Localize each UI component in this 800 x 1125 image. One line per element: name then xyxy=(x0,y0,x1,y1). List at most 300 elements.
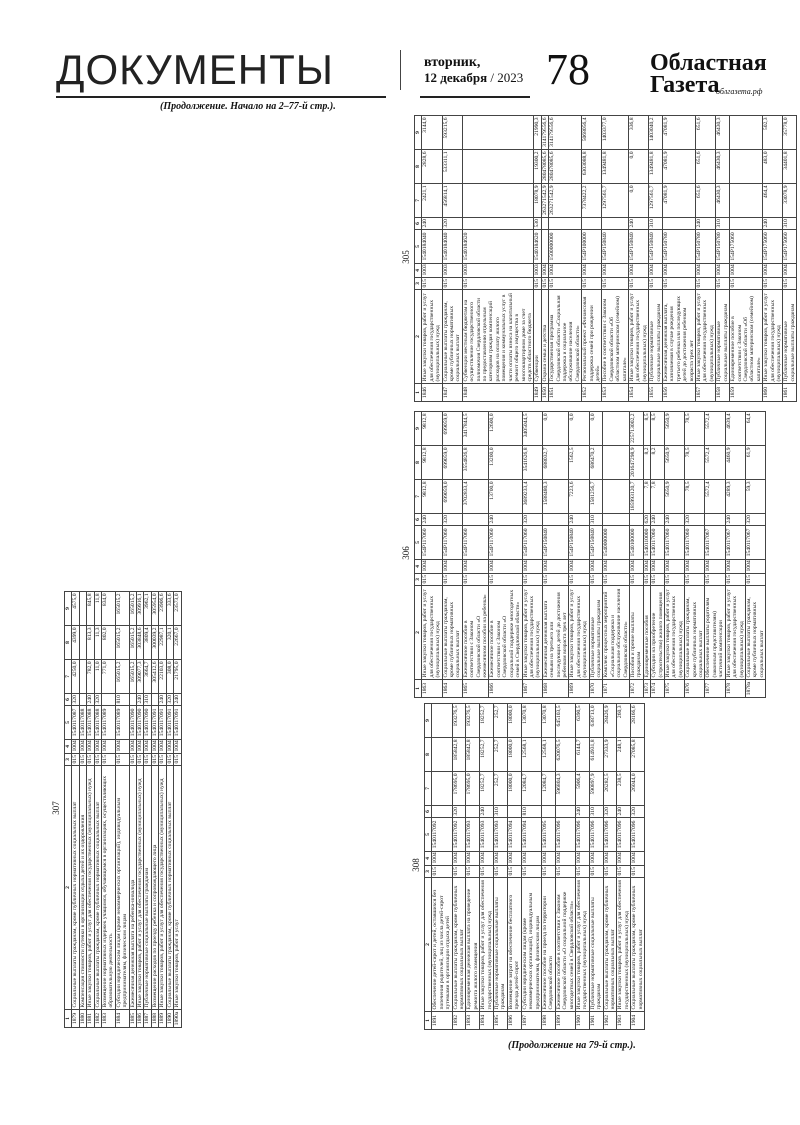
admin-code: 015 xyxy=(589,866,603,878)
admin-code: 015 xyxy=(432,866,452,878)
column-header: 2 xyxy=(415,290,422,384)
amount-year3 xyxy=(79,592,86,626)
column-header: 9 xyxy=(415,412,422,446)
amount-year1: 18000,0 xyxy=(507,772,521,806)
target-code: 1540000000 xyxy=(603,526,630,560)
admin-code: 015 xyxy=(137,755,144,764)
target-code: 1540117092 xyxy=(452,818,466,852)
amount-year2: 27085,8 xyxy=(631,738,645,772)
expense-name: Иные закупки товаров, работ и услуг для обеспечения государственных (муниципальных) нужд xyxy=(422,290,442,384)
section-code: 1003 xyxy=(442,264,462,278)
admin-code: 015 xyxy=(725,574,745,586)
amount-year2: 201647298,9 xyxy=(630,446,644,480)
row-number: 1870 xyxy=(589,680,603,698)
expense-type: 240 xyxy=(159,695,166,704)
page-307 xyxy=(50,588,395,1028)
admin-code: 015 xyxy=(603,866,617,878)
expense-name: Социальные выплаты гражданам, кроме публичных нормативных социальных выплат xyxy=(631,878,645,1012)
amount-year2: 651,6 xyxy=(696,150,716,184)
table-row xyxy=(602,116,629,402)
section-code: 1004 xyxy=(783,264,797,278)
amount-year3: 645103,5 xyxy=(555,704,575,738)
expense-name: Социальные выплаты гражданам, кроме публичных нормативных социальных выплат xyxy=(72,766,79,1010)
admin-code: 015 xyxy=(151,755,158,764)
row-number: 1895 xyxy=(494,1012,508,1030)
amount-year1: 59,3 xyxy=(745,480,765,514)
amount-year2: 12568,1 xyxy=(541,738,555,772)
admin-code: 015 xyxy=(730,278,763,290)
column-header: 3 xyxy=(415,278,422,290)
amount-year1: 699059,0 xyxy=(442,480,462,514)
expense-type: 240 xyxy=(629,218,649,230)
amount-year1: 18078,9 xyxy=(534,184,541,218)
table-row xyxy=(542,412,569,698)
target-code: 1540184040 xyxy=(422,230,442,264)
section-code: 1004 xyxy=(631,852,645,866)
amount-year3: 699059,0 xyxy=(442,412,462,446)
expense-type: 310 xyxy=(144,695,151,704)
section-code: 1004 xyxy=(589,560,603,574)
table-row xyxy=(783,116,797,402)
expense-type: 320 xyxy=(72,695,79,704)
expense-type: 310 xyxy=(589,514,603,526)
admin-code: 015 xyxy=(480,866,494,878)
column-header: 9 xyxy=(65,592,72,626)
target-code: 1540117096 xyxy=(555,818,575,852)
section-code: 1004 xyxy=(549,264,582,278)
table-row xyxy=(489,412,522,698)
table-row xyxy=(151,592,158,1028)
amount-year2: 5572,4 xyxy=(705,446,725,480)
target-code: 1540117088 xyxy=(87,706,94,740)
amount-year2: 620076,5 xyxy=(555,738,575,772)
expense-name: Иные закупки товаров, работ и услуг для обеспечения государственных (муниципальных) нужд xyxy=(575,878,589,1012)
amount-year3: 225713002,2 xyxy=(630,412,644,446)
column-header: 8 xyxy=(425,738,432,772)
rotated-page xyxy=(400,408,765,698)
amount-year2: 3809,4 xyxy=(144,626,151,660)
admin-code: 015 xyxy=(452,866,466,878)
target-code: 1540117060 xyxy=(651,526,665,560)
amount-year1: 165015,2 xyxy=(129,660,136,694)
column-header: 6 xyxy=(425,806,432,818)
section-code: 1004 xyxy=(649,264,663,278)
admin-code: 015 xyxy=(144,755,151,764)
admin-code: 015 xyxy=(575,866,589,878)
expense-name: Социальные выплаты гражданам, кроме публичных нормативных социальных выплат xyxy=(442,290,462,384)
admin-code: 015 xyxy=(602,278,629,290)
expense-name: Публичные нормативные социальные выплаты гражданам xyxy=(144,766,151,1010)
expense-type xyxy=(466,806,480,818)
amount-year3: 9812,8 xyxy=(422,412,442,446)
table-row xyxy=(716,116,730,402)
amount-year3: 336,8 xyxy=(629,116,649,150)
amount-year1: 47081,9 xyxy=(663,184,696,218)
amount-year1: 165015,2 xyxy=(115,660,129,694)
page-308 xyxy=(410,700,762,1030)
amount-year2: 0,0 xyxy=(629,150,649,184)
amount-year3: 3144,0 xyxy=(422,116,442,150)
section-code: 1004 xyxy=(521,852,541,866)
amount-year3: 13070,8 xyxy=(541,704,555,738)
expense-type: 810 xyxy=(115,694,129,706)
table-row xyxy=(72,592,79,1028)
amount-year3: 28166,6 xyxy=(631,704,645,738)
amount-year1: 3702833,4 xyxy=(462,480,489,514)
column-header: 1 xyxy=(415,384,422,402)
admin-code: 015 xyxy=(79,755,86,764)
column-header: 7 xyxy=(415,184,422,218)
amount-year3 xyxy=(603,412,630,446)
target-code: 154P150840 xyxy=(589,526,603,560)
expense-type xyxy=(541,218,548,230)
section-code: 1004 xyxy=(452,852,466,866)
table-row xyxy=(87,592,94,1028)
expense-name: Иные закупки товаров, работ и услуг для обеспечения государственных (муниципальных) нужд xyxy=(629,290,649,384)
expense-type xyxy=(542,514,569,526)
admin-code: 015 xyxy=(166,755,173,764)
column-header: 6 xyxy=(415,218,422,230)
target-code: 1540117060 xyxy=(665,526,685,560)
table-row xyxy=(462,412,489,698)
admin-code: 015 xyxy=(716,278,730,290)
column-header: 5 xyxy=(415,230,422,264)
amount-year3: 18252,7 xyxy=(480,704,494,738)
section-code: 1004 xyxy=(144,740,151,752)
expense-type: 240 xyxy=(422,514,442,526)
admin-code: 015 xyxy=(589,574,603,586)
expense-type: 310 xyxy=(716,218,730,230)
row-number: 1860 xyxy=(763,384,783,402)
target-code: 1540117096 xyxy=(589,818,603,852)
expense-type: 240 xyxy=(422,218,442,230)
table-row xyxy=(589,412,603,698)
amount-year1: 5572,4 xyxy=(705,480,725,514)
target-code: 154P150840 xyxy=(569,526,589,560)
amount-year3: 78,5 xyxy=(685,412,705,446)
amount-year3: 638713,0 xyxy=(589,704,603,738)
target-code: 1540184620 xyxy=(534,230,541,264)
header-rule-date xyxy=(420,96,530,98)
amount-year3: 64,4 xyxy=(745,412,765,446)
section-code: 1004 xyxy=(159,740,166,752)
section-code: 1004 xyxy=(129,740,136,752)
amount-year3: 8,5 xyxy=(651,412,665,446)
target-code xyxy=(541,230,548,264)
amount-year2: 185842,8 xyxy=(452,738,466,772)
table-row xyxy=(129,592,136,1028)
section-code: 1004 xyxy=(575,852,589,866)
target-code: 1540117096 xyxy=(617,818,631,852)
target-code: 1540117091 xyxy=(159,706,166,740)
amount-year3: 3417844,5 xyxy=(462,412,489,446)
target-code: 154P117060 xyxy=(522,526,542,560)
admin-code: 015 xyxy=(422,574,442,586)
expense-type: 320 xyxy=(94,695,101,704)
section-code: 1004 xyxy=(522,560,542,574)
expense-type: 240 xyxy=(725,514,745,526)
expense-name: Публичные нормативные социальные выплаты гражданам xyxy=(783,290,797,384)
amount-year1: 5906,4 xyxy=(575,772,589,806)
amount-year2: 165015,2 xyxy=(129,626,136,660)
table-row xyxy=(629,116,649,402)
row-number: 1878 xyxy=(725,680,745,698)
target-code: 1540117091 xyxy=(166,706,173,740)
amount-year2: 6144,7 xyxy=(575,738,589,772)
target-code: 154P150840 xyxy=(542,526,569,560)
expense-type xyxy=(630,514,644,526)
section-code: 1004 xyxy=(665,560,685,574)
amount-year1: 12084,7 xyxy=(521,772,541,806)
section-code: 1004 xyxy=(541,852,555,866)
amount-year1: 309077,3 xyxy=(137,660,144,694)
expense-name: Социальные выплаты гражданам, кроме публичных нормативных социальных выплат xyxy=(745,586,765,680)
row-number: 1881 xyxy=(87,1010,94,1028)
admin-code: 015 xyxy=(507,866,521,878)
amount-year1: 238,5 xyxy=(617,772,631,806)
row-number: 1851 xyxy=(549,384,582,402)
admin-code: 015 xyxy=(549,278,582,290)
section-code: 1004 xyxy=(462,560,489,574)
row-number: 1888 xyxy=(151,1010,158,1028)
section-code: 1004 xyxy=(716,264,730,278)
rotated-page xyxy=(400,112,796,402)
admin-code: 015 xyxy=(631,866,645,878)
section-code: 1004 xyxy=(602,264,629,278)
expense-name: Субвенции xyxy=(534,290,541,384)
admin-code: 015 xyxy=(569,574,589,586)
table-row xyxy=(422,412,442,698)
section-code: 1004 xyxy=(87,740,94,752)
amount-year2: 1349481,8 xyxy=(649,150,663,184)
row-number: 1859 xyxy=(730,384,763,402)
issue-date-day: 12 декабря xyxy=(424,70,488,85)
amount-year1: 7223,6 xyxy=(569,480,589,514)
amount-year1: 590897,9 xyxy=(589,772,603,806)
target-code: 1540117092 xyxy=(432,818,452,852)
target-code: 1540117067 xyxy=(745,526,765,560)
target-code: 154P175060 xyxy=(763,230,783,264)
expense-name: Иные закупки товаров, работ и услуг для обеспечения государственных (муниципальных) нужд xyxy=(159,766,166,1010)
amount-year1 xyxy=(79,660,86,694)
expense-type: 310 xyxy=(783,218,797,230)
row-number: 1873 xyxy=(643,680,650,698)
row-number: 1887 xyxy=(144,1010,151,1028)
expense-type xyxy=(507,806,521,818)
table-row xyxy=(725,412,745,698)
expense-type: 810 xyxy=(521,806,541,818)
section-code: 1004 xyxy=(102,740,116,754)
row-number: 1850 xyxy=(541,384,548,402)
amount-year2: 8,2 xyxy=(651,446,665,480)
section-title: ДОКУМЕНТЫ xyxy=(56,46,334,93)
header-separator xyxy=(400,50,401,90)
admin-code: 015 xyxy=(174,755,181,764)
expense-name: Обеспечение выплаты родителям (законным представителям) частичной компенсации xyxy=(705,586,725,680)
column-header: 3 xyxy=(415,574,422,586)
column-header: 2 xyxy=(415,586,422,680)
expense-name: Возмещение затрат на обеспечение бесплатного проезда детей-сирот xyxy=(507,878,521,1012)
amount-year1: 7,8 xyxy=(651,480,665,514)
section-code: 1004 xyxy=(94,740,101,752)
amount-year1: 5650,9 xyxy=(665,480,685,514)
target-code: 1540117090 xyxy=(129,706,136,740)
expense-name: Иные закупки товаров, работ и услуг для обеспечения государственных (муниципальных) нужд xyxy=(617,878,631,1012)
amount-year3: 0,0 xyxy=(569,412,589,446)
expense-name: Социальные выплаты гражданам, кроме публичных нормативных социальных выплат xyxy=(685,586,705,680)
admin-code: 015 xyxy=(643,575,650,584)
expense-type xyxy=(663,218,696,230)
amount-year2: 46430,3 xyxy=(716,150,730,184)
column-header: 5 xyxy=(65,706,72,740)
row-number: 1847 xyxy=(442,384,462,402)
expense-type xyxy=(603,514,630,526)
expense-name: Субсидии юридическим лицам (кроме некоммерческих организаций), индивидуальным предпринимателям, физическим лицам xyxy=(115,766,129,1010)
admin-code: 015 xyxy=(541,866,555,878)
amount-year2: 12568,1 xyxy=(521,738,541,772)
table-row xyxy=(94,592,101,1028)
amount-year1: 456814,1 xyxy=(442,184,462,218)
expense-name: Единовременное пособие в соответствии с Законом Свердловской области «Об областном материнском (семейном) капитале» xyxy=(730,290,763,384)
row-number: 1863 xyxy=(422,680,442,698)
expense-type: 240 xyxy=(489,514,522,526)
admin-code: 015 xyxy=(649,278,663,290)
section-code: 1004 xyxy=(555,852,575,866)
table-row xyxy=(541,704,555,1030)
expense-name: Ежемесячное пособие в соответствии с Законом Свердловской области «О социальной поддержке многодетных семей в Свердловской области» xyxy=(489,586,522,680)
expense-name: Иные закупки товаров, работ и услуг для обеспечения государственных (муниципальных) нужд xyxy=(665,586,685,680)
amount-year3: 1403377,0 xyxy=(602,116,629,150)
amount-year2: 303848,6 xyxy=(137,626,144,660)
amount-year1: 464,4 xyxy=(763,184,783,218)
target-code: 1540117095 xyxy=(541,818,555,852)
amount-year2: 5650,9 xyxy=(665,446,685,480)
expense-type: 320 xyxy=(452,806,466,818)
issue-date xyxy=(424,70,523,86)
budget-table xyxy=(414,411,766,698)
expense-name: Пособие в соответствии с Законом Свердловской области «Об областном материнском (семейном) капитале» xyxy=(602,290,629,384)
admin-code: 015 xyxy=(783,278,797,290)
target-code: 154P150840 xyxy=(649,230,663,264)
admin-code: 015 xyxy=(521,866,541,878)
row-number: 1896 xyxy=(507,1012,521,1030)
target-code: 1540117087 xyxy=(72,706,79,740)
section-code: 1004 xyxy=(696,264,716,278)
expense-type xyxy=(151,694,158,706)
column-header: 2 xyxy=(65,766,72,1010)
amount-year3: 0,0 xyxy=(542,412,569,446)
target-code: 1540117060 xyxy=(685,526,705,560)
row-number: 1857 xyxy=(696,384,716,402)
section-code: 1004 xyxy=(166,740,173,752)
expense-name: Государственная программа Свердловской области «Социальная поддержка и социальное обслуживание населения Свердловской области» xyxy=(549,290,582,384)
amount-year1: 252,7 xyxy=(494,772,508,806)
target-code: 1540117093 xyxy=(480,818,494,852)
admin-code: 015 xyxy=(102,754,116,766)
expense-type: 310 xyxy=(494,806,508,818)
target-code: 154P117060 xyxy=(422,526,442,560)
amount-year2: 27333,9 xyxy=(603,738,617,772)
amount-year2: 47081,9 xyxy=(663,150,696,184)
section-code: 1004 xyxy=(115,740,129,754)
column-header: 3 xyxy=(425,866,432,878)
expense-type xyxy=(462,218,533,230)
amount-year2: 18252,7 xyxy=(480,738,494,772)
column-header: 4 xyxy=(425,852,432,866)
section-code: 1004 xyxy=(589,852,603,866)
row-number: 1858 xyxy=(716,384,730,402)
row-number: 1871 xyxy=(603,680,630,698)
table-row xyxy=(575,704,589,1030)
expense-name: Социальные выплаты гражданам, кроме публичных нормативных социальных выплат xyxy=(442,586,462,680)
newspaper-logo-line2: Газета xyxy=(650,72,720,98)
section-code: 1004 xyxy=(422,560,442,574)
column-header: 6 xyxy=(415,514,422,526)
row-number: 1849 xyxy=(534,384,541,402)
amount-year1: 18252,7 xyxy=(480,772,494,806)
target-code: 154P117060 xyxy=(442,526,462,560)
amount-year2: 483,0 xyxy=(763,150,783,184)
section-code: 1004 xyxy=(651,560,665,574)
expense-name: Ежемесячная денежная выплата, назначаемая в случае рождения третьего ребенка или последующих детей до достижения ребенком возраста трех лет xyxy=(663,290,696,384)
amount-year2: 22987,1 xyxy=(159,626,166,660)
amount-year3: 5650,9 xyxy=(665,412,685,446)
table-row xyxy=(534,116,541,402)
expense-name: Ежемесячная денежная выплата семьям на третьего или последующих детей до достижения ребенком возраста трех лет xyxy=(542,586,569,680)
row-number: 1846 xyxy=(422,384,442,402)
row-number: 1885 xyxy=(129,1010,136,1028)
expense-name: Ежемесячное пособие в соответствии с Законом Свердловской области «О социальной поддержке многодетных семей в Свердловской области» xyxy=(555,878,575,1012)
table-row xyxy=(166,592,173,1028)
expense-name: Субсидии юридическим лицам (кроме некоммерческих организаций), индивидуальным предпринимателям, физическим лицам xyxy=(521,878,541,1012)
amount-year2: 18000,0 xyxy=(507,738,521,772)
table-row xyxy=(663,116,696,402)
newspaper-logo-line1: Областная xyxy=(650,50,767,76)
amount-year1: 1581256,7 xyxy=(589,480,603,514)
amount-year3: 13070,8 xyxy=(521,704,541,738)
row-number: 1902 xyxy=(603,1012,617,1030)
expense-name: Возмещение расходов по проезду ребенка и сопровождающего лица xyxy=(151,766,158,1010)
column-header: 3 xyxy=(65,754,72,766)
amount-year1: 4289,3 xyxy=(725,480,745,514)
amount-year2: 61,9 xyxy=(745,446,765,480)
expense-type: 320 xyxy=(685,514,705,526)
amount-year1: 13700,0 xyxy=(489,480,522,514)
amount-year3: 651,6 xyxy=(696,116,716,150)
expense-type: 240 xyxy=(480,806,494,818)
amount-year3: 165015,2 xyxy=(115,592,129,626)
table-row xyxy=(102,592,116,1028)
table-row xyxy=(603,412,630,698)
table-row xyxy=(705,412,725,698)
amount-year1: 263271542,9 xyxy=(549,184,582,218)
amount-year3: 8,5 xyxy=(643,412,650,446)
amount-year3: 193276,5 xyxy=(466,704,480,738)
expense-name: Публичные нормативные социальные выплаты гражданам xyxy=(589,878,603,1012)
amount-year2: 813,3 xyxy=(87,626,94,660)
amount-year3: 4575,0 xyxy=(72,592,79,626)
admin-code: 015 xyxy=(541,279,548,288)
expense-type xyxy=(705,514,725,526)
target-code: 1540184620 xyxy=(462,230,533,264)
amount-year2: 802,0 xyxy=(102,626,116,660)
target-code: 154P175060 xyxy=(783,230,797,264)
header-rule-left xyxy=(56,96,386,98)
column-header: 7 xyxy=(415,480,422,514)
expense-name: Охрана семьи и детства xyxy=(541,290,548,384)
target-code: 154P150780 xyxy=(663,230,696,264)
amount-year3: 333,6 xyxy=(166,592,173,626)
